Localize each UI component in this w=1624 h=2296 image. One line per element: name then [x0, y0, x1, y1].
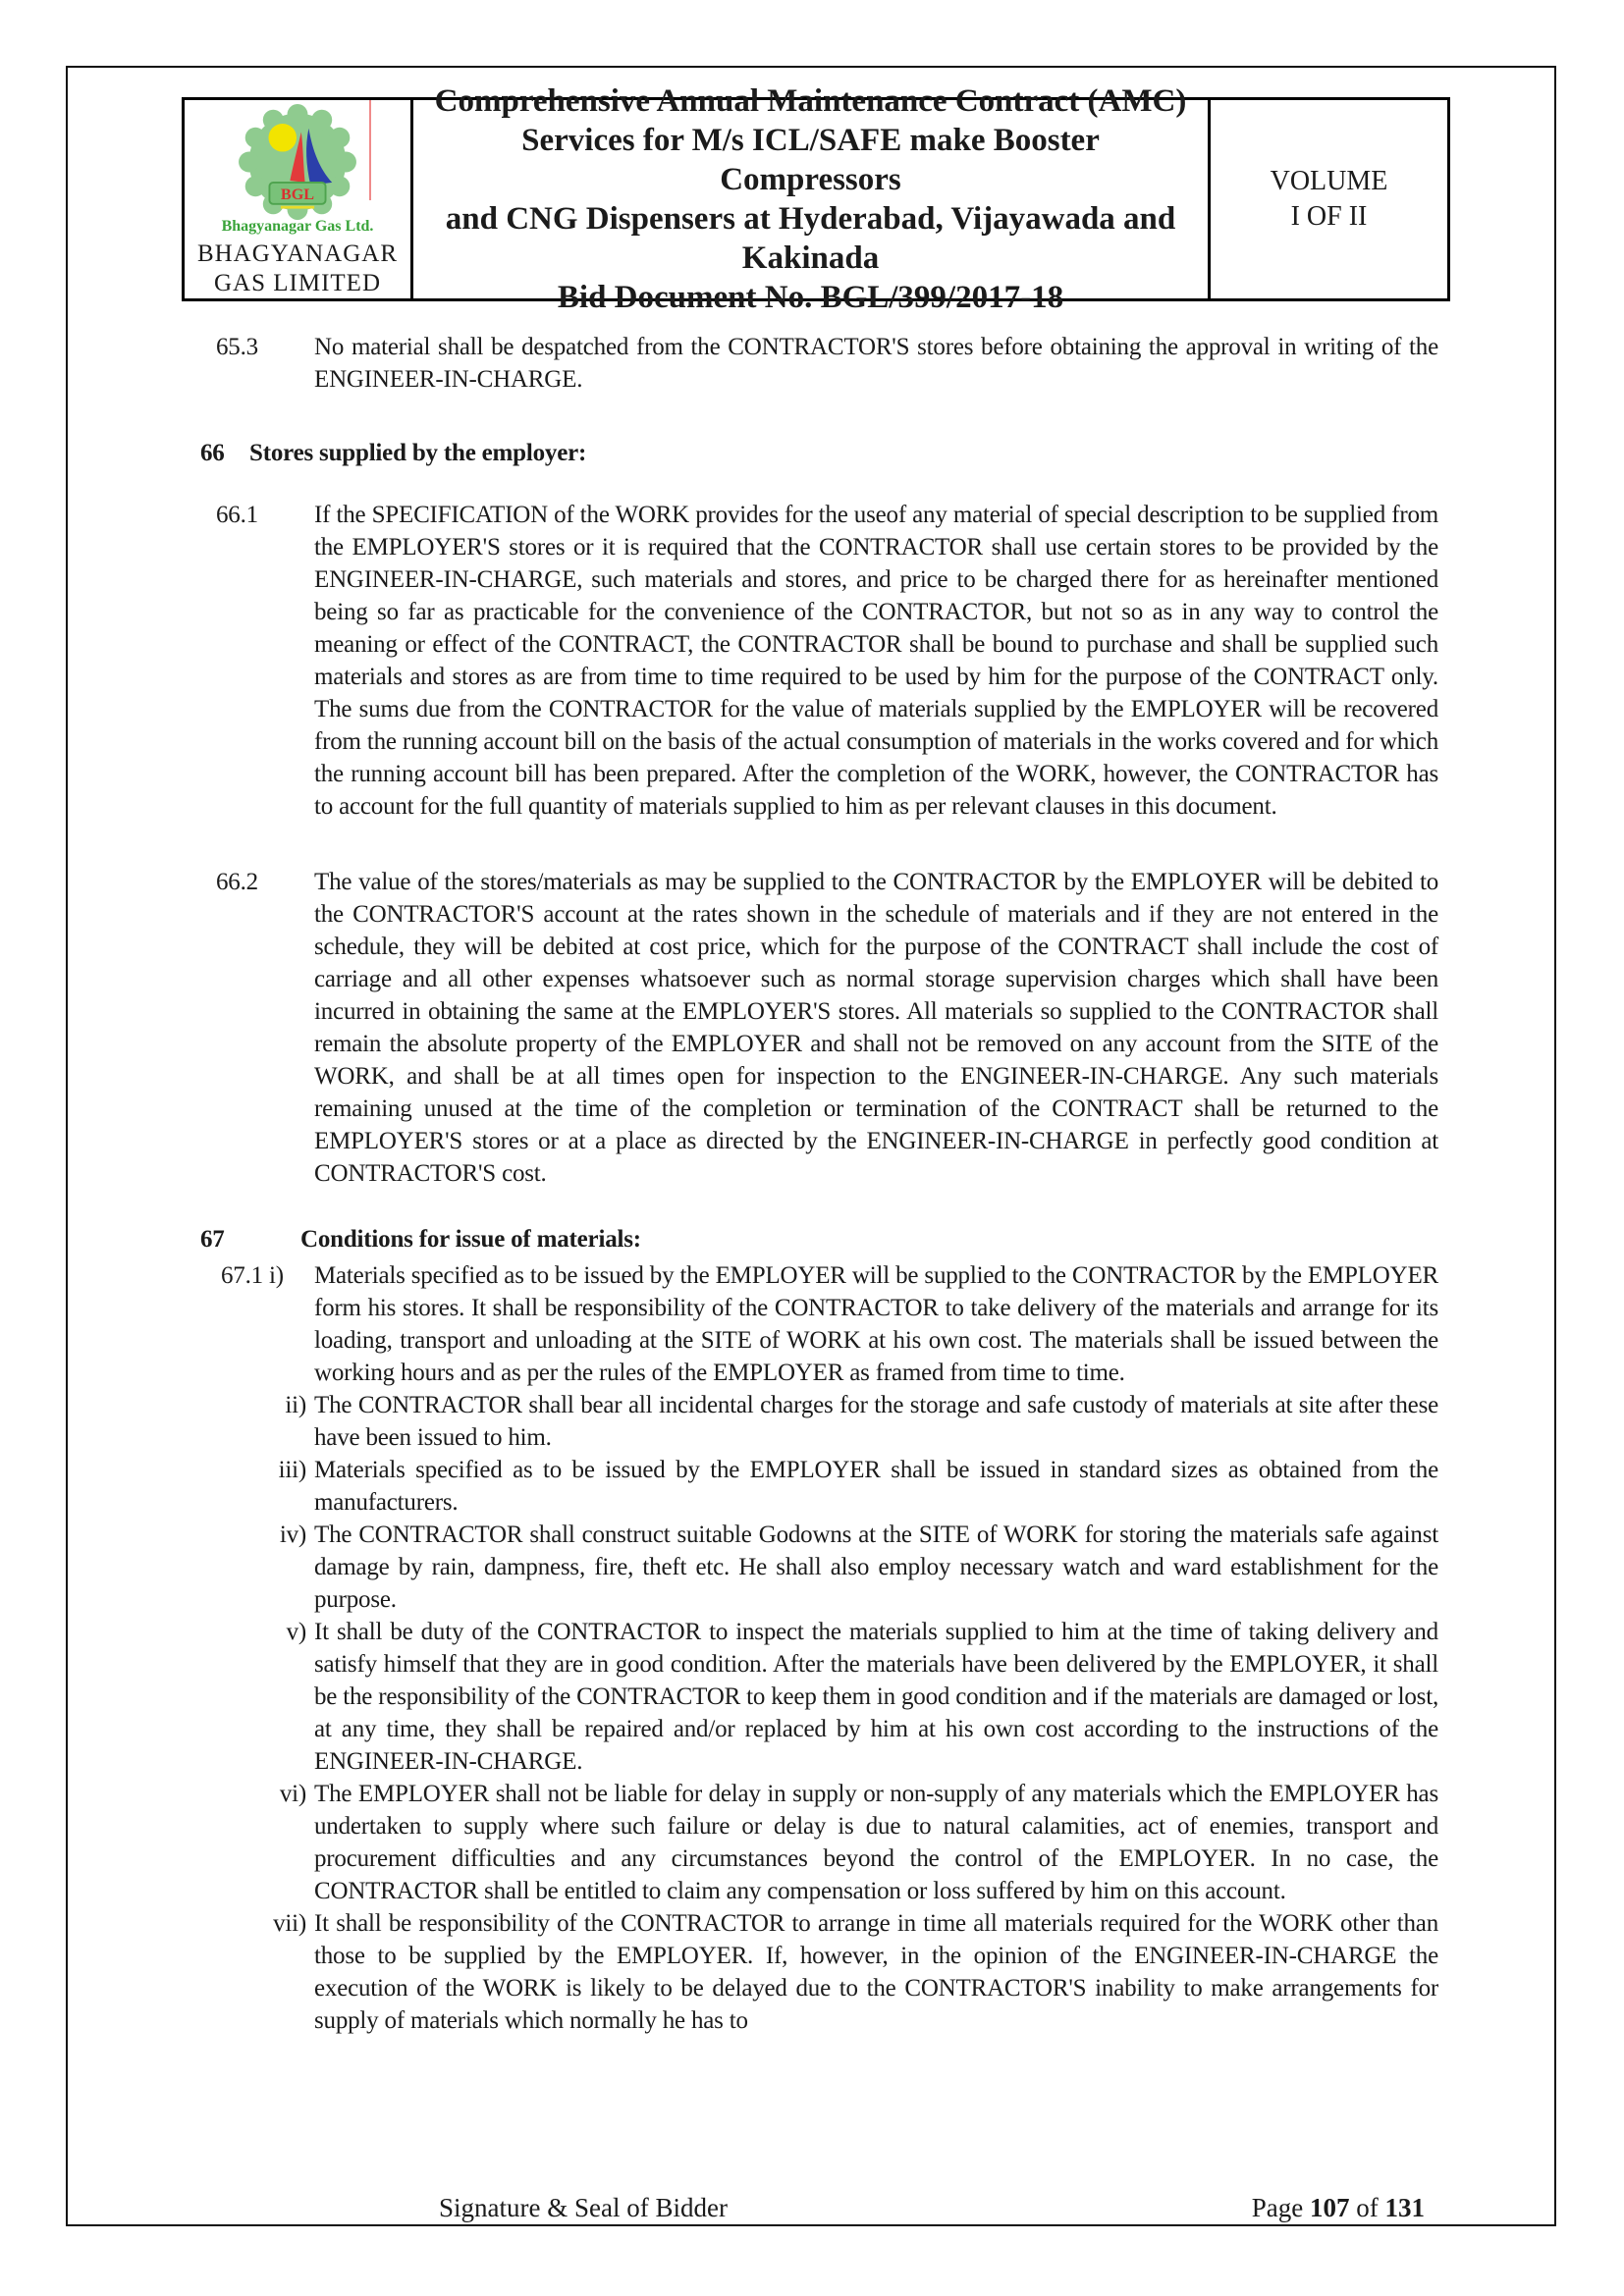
- section-title: Stores supplied by the employer:: [249, 440, 587, 466]
- company-name: [197, 240, 398, 298]
- list-item-iv: [216, 1519, 1438, 1616]
- company-logo-cell: [185, 100, 413, 298]
- title-line-1: Comprehensive Annual Maintenance Contract (AMC): [434, 83, 1187, 119]
- title-line-3: and CNG Dispensers at Hyderabad, Vijayawada and: [445, 201, 1176, 237]
- list-item-vii: [216, 1907, 1438, 2037]
- list-item-v: [216, 1616, 1438, 1778]
- list-text: The EMPLOYER shall not be liable for delay in supply or non-supply of any materials which the EMPLOYER has undertaken to supply where such failure or delay is due to natural calamities, act of enemies, transport and procurement difficulties and any circumstances beyond the control of the EMPLOYER. In no case, the CONTRACTOR shall be entitled to claim any compensation or loss suffered by him on this account.: [314, 1781, 1438, 1904]
- title-line-5: Bid Document No. BGL/399/2017-18: [557, 280, 1064, 315]
- clause-number: 67.1 i): [221, 1262, 284, 1289]
- clause-66-2: [216, 866, 1438, 1190]
- volume-line-2: I OF II: [1290, 201, 1368, 232]
- document-body: [200, 331, 1438, 2037]
- clause-66-1: [216, 499, 1438, 823]
- company-name-line2: GAS LIMITED: [213, 270, 381, 296]
- clause-text: Materials specified as to be issued by the EMPLOYER will be supplied to the CONTRACTOR by the EMPLOYER form his stores. It shall be responsibility of the CONTRACTOR to take delivery of the materials and arrange for its loading, transport and unloading at the SITE of WORK at his own cost. The materials shall be issued between the working hours and as per the rules of the EMPLOYER as framed from time to time.: [314, 1262, 1438, 1386]
- page-word: Page: [1251, 2193, 1310, 2222]
- volume-label: [1211, 100, 1447, 298]
- page-total: 131: [1384, 2193, 1425, 2222]
- section-number: 67: [200, 1226, 225, 1253]
- page-footer: [68, 2192, 1554, 2224]
- list-text: Materials specified as to be issued by the EMPLOYER shall be issued in standard sizes as obtained from the manufacturers.: [314, 1457, 1438, 1516]
- section-heading-67: [200, 1223, 1438, 1255]
- title-line-2: Services for M/s ICL/SAFE make Booster Compressors: [521, 123, 1100, 197]
- list-marker: vi): [279, 1781, 306, 1807]
- clause-65-3: [216, 331, 1438, 396]
- page-frame: [66, 66, 1556, 2226]
- list-marker: v): [286, 1619, 306, 1645]
- clause-text: The value of the stores/materials as may be supplied to the CONTRACTOR by the EMPLOYER will be debited to the CONTRACTOR'S account at the rates shown in the schedule of materials and if they are not entered in the schedule, they will be debited at cost price, which for the purpose of the CONTRACT shall include the cost of carriage and all other expenses whatsoever such as normal storage supervision charges which shall have been incurred in obtaining the same at the EMPLOYER'S stores. All materials so supplied to the CONTRACTOR shall remain the absolute property of the EMPLOYER and shall not be removed on any account from the SITE of the WORK, and shall be at all times open for inspection to the ENGINEER-IN-CHARGE. Any such materials remaining unused at the time of the completion or termination of the CONTRACT shall be returned to the EMPLOYER'S stores or at a place as directed by the ENGINEER-IN-CHARGE in perfectly good condition at CONTRACTOR'S cost.: [314, 869, 1438, 1187]
- list-item-vi: [216, 1778, 1438, 1907]
- title-line-4: Kakinada: [741, 240, 880, 276]
- footer-page-number: [1252, 2192, 1425, 2223]
- company-name-line1: BHAGYANAGAR: [196, 240, 399, 267]
- list-marker: vii): [273, 1910, 306, 1937]
- list-marker: iv): [279, 1522, 306, 1548]
- clause-text: If the SPECIFICATION of the WORK provides for the useof any material of special description to be supplied from the EMPLOYER'S stores or it is required that the CONTRACTOR shall use certain stores to be provided by the ENGINEER-IN-CHARGE, such materials and stores, and price to be charged there for as hereinafter mentioned being so far as practicable for the convenience of the CONTRACTOR, but not so as in any way to control the meaning or effect of the CONTRACT, the CONTRACTOR shall be bound to purchase and shall be supplied such materials and stores as are from time to time required to be used by him for the purpose of the CONTRACT only. The sums due from the CONTRACTOR for the value of materials supplied by the EMPLOYER will be recovered from the running account bill on the basis of the actual consumption of materials in the works covered and for which the running account bill has been prepared. After the completion of the WORK, however, the CONTRACTOR has to account for the full quantity of materials supplied to him as per relevant clauses in this document.: [314, 502, 1438, 820]
- sun-icon: [269, 124, 298, 152]
- section-heading-66: [200, 437, 1438, 469]
- brand-name: Bhagyanagar Gas Ltd.: [221, 218, 374, 235]
- clause-number: 65.3: [216, 334, 258, 360]
- page-current: 107: [1310, 2193, 1350, 2222]
- list-text: It shall be responsibility of the CONTRACTOR to arrange in time all materials required for the WORK other than those to be supplied by the EMPLOYER. If, however, in the opinion of the ENGINEER-IN-CHARGE the execution of the WORK is likely to be delayed due to the CONTRACTOR'S inability to make arrangements for supply of materials which normally he has to: [314, 1910, 1438, 2034]
- list-item-iii: [216, 1454, 1438, 1519]
- clause-number: 66.1: [216, 502, 258, 528]
- list-text: It shall be duty of the CONTRACTOR to inspect the materials supplied to him at the time of taking delivery and satisfy himself that they are in good condition. After the materials have been delivered by the EMPLOYER, it shall be the responsibility of the CONTRACTOR to keep them in good condition and if the materials are damaged or lost, at any time, they shall be repaired and/or replaced by him at his own cost according to the instructions of the ENGINEER-IN-CHARGE.: [314, 1619, 1438, 1775]
- list-text: The CONTRACTOR shall construct suitable Godowns at the SITE of WORK for storing the materials safe against damage by rain, dampness, fire, theft etc. He shall also employ necessary watch and ward establishment for the purpose.: [314, 1522, 1438, 1613]
- document-title: [413, 83, 1211, 315]
- badge-text: BGL: [280, 187, 315, 204]
- bgl-logo-icon: [219, 104, 376, 220]
- section-number: 66: [200, 440, 225, 466]
- list-text: The CONTRACTOR shall bear all incidental charges for the storage and safe custody of materials at site after these have been issued to him.: [314, 1392, 1438, 1451]
- header-table: [182, 83, 1450, 315]
- list-item-ii: [216, 1389, 1438, 1454]
- logo-red-line: [369, 100, 371, 200]
- clause-67-1-i: [216, 1259, 1438, 1389]
- footer-signature: Signature & Seal of Bidder: [439, 2193, 728, 2222]
- of-word: of: [1349, 2193, 1385, 2222]
- list-marker: ii): [285, 1392, 306, 1418]
- volume-line-1: VOLUME: [1270, 166, 1388, 196]
- clause-text: No material shall be despatched from the CONTRACTOR'S stores before obtaining the approval in writing of the ENGINEER-IN-CHARGE.: [314, 334, 1438, 393]
- section-title: Conditions for issue of materials:: [300, 1226, 641, 1253]
- clause-number: 66.2: [216, 869, 258, 895]
- list-marker: iii): [278, 1457, 306, 1483]
